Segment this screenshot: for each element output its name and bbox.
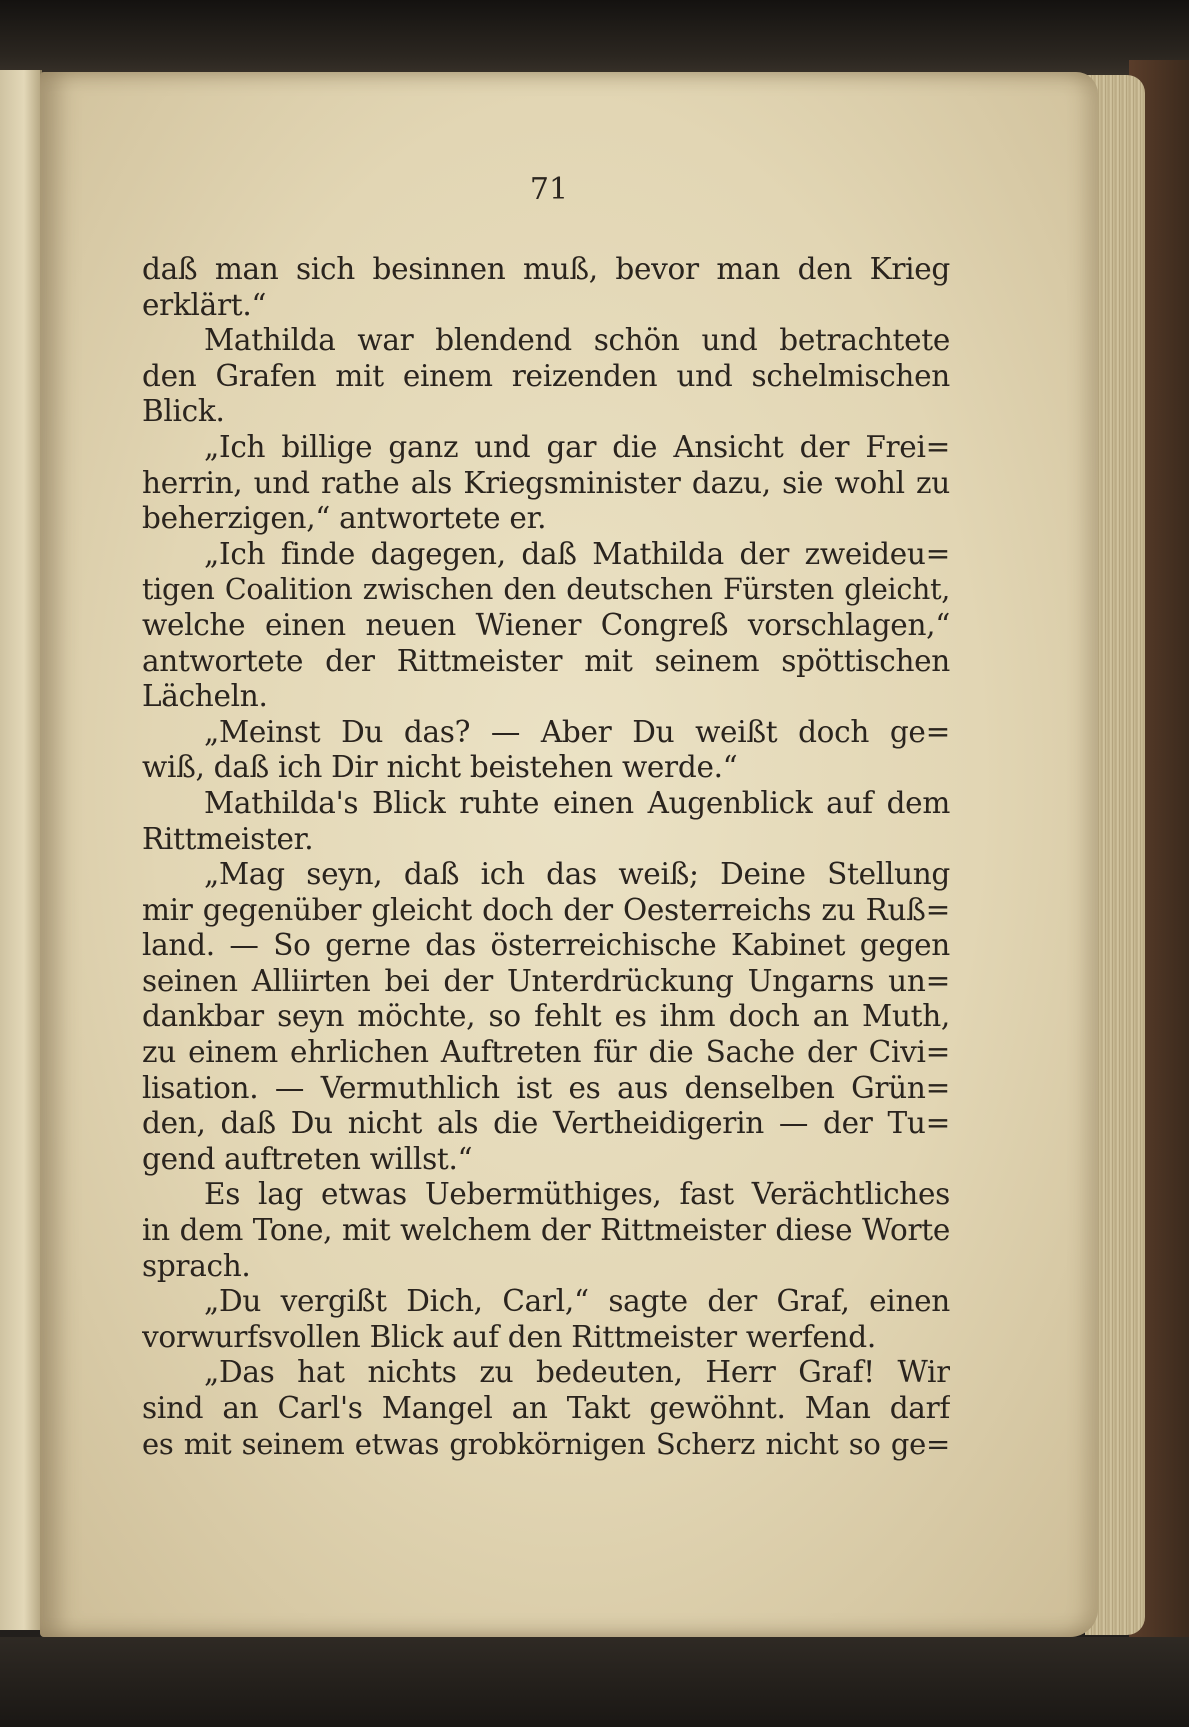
text-line: zu einem ehrlichen Auftreten für die Sache der Civi= <box>142 1035 950 1070</box>
text-line: Mathilda's Blick ruhte einen Augenblick auf dem <box>204 785 950 820</box>
page-number: 71 <box>529 172 569 207</box>
text-line: „Ich finde dagegen, daß Mathilda der zweideu= <box>204 536 950 571</box>
text-line: beherzigen,“ antwortete er. <box>142 501 547 536</box>
book-cover-bottom <box>0 1637 1189 1727</box>
text-line: Blick. <box>142 394 225 429</box>
book-cover-top <box>0 0 1189 80</box>
text-line: mir gegenüber gleicht doch der Oesterreichs zu Ruß= <box>142 892 950 927</box>
text-line: antwortete der Rittmeister mit seinem spöttischen <box>142 643 950 678</box>
text-line: wiß, daß ich Dir nicht beistehen werde.“ <box>142 750 738 785</box>
text-line: in dem Tone, mit welchem der Rittmeister diese Worte <box>142 1213 950 1248</box>
text-line: Lächeln. <box>142 679 268 714</box>
text-line: „Mag seyn, daß ich das weiß; Deine Stellung <box>204 857 950 892</box>
page-text <box>142 252 950 1462</box>
text-line: „Du vergißt Dich, Carl,“ sagte der Graf, einen <box>204 1284 950 1319</box>
text-line: erklärt.“ <box>142 287 267 322</box>
text-line: Mathilda war blendend schön und betrachtete <box>204 323 950 358</box>
text-line: herrin, und rathe als Kriegsminister dazu, sie wohl zu <box>142 465 950 500</box>
text-line: vorwurfsvollen Blick auf den Rittmeister werfend. <box>142 1319 876 1354</box>
text-line: sind an Carl's Mangel an Takt gewöhnt. Man darf <box>142 1391 950 1425</box>
text-line: daß man sich besinnen muß, bevor man den Krieg <box>142 252 950 286</box>
text-line: dankbar seyn möchte, so fehlt es ihm doch an Muth, <box>142 999 950 1034</box>
text-line: den Grafen mit einem reizenden und schelmischen <box>142 358 950 393</box>
text-line: den, daß Du nicht als die Vertheidigerin — der Tu= <box>142 1106 950 1141</box>
text-line: land. — So gerne das österreichische Kabinet gegen <box>142 928 950 963</box>
text-line: „Das hat nichts zu bedeuten, Herr Graf! Wir <box>204 1355 950 1390</box>
text-line: Es lag etwas Uebermüthiges, fast Verächtliches <box>204 1177 950 1212</box>
text-line: es mit seinem etwas grobkörnigen Scherz nicht so ge= <box>142 1426 950 1461</box>
text-line: tigen Coalition zwischen den deutschen Fürsten gleicht, <box>142 573 950 607</box>
text-line: sprach. <box>142 1248 251 1283</box>
text-line: lisation. — Vermuthlich ist es aus denselben Grün= <box>142 1070 950 1105</box>
text-line: welche einen neuen Wiener Congreß vorschlagen,“ <box>142 607 950 642</box>
text-line: seinen Alliirten bei der Unterdrückung Ungarns un= <box>142 963 950 998</box>
text-line: „Ich billige ganz und gar die Ansicht der Frei= <box>204 429 950 464</box>
left-page-edge <box>0 70 42 1630</box>
text-line: Rittmeister. <box>142 821 314 856</box>
text-line: „Meinst Du das? — Aber Du weißt doch ge= <box>204 714 950 749</box>
text-line: gend auftreten willst.“ <box>142 1141 473 1176</box>
